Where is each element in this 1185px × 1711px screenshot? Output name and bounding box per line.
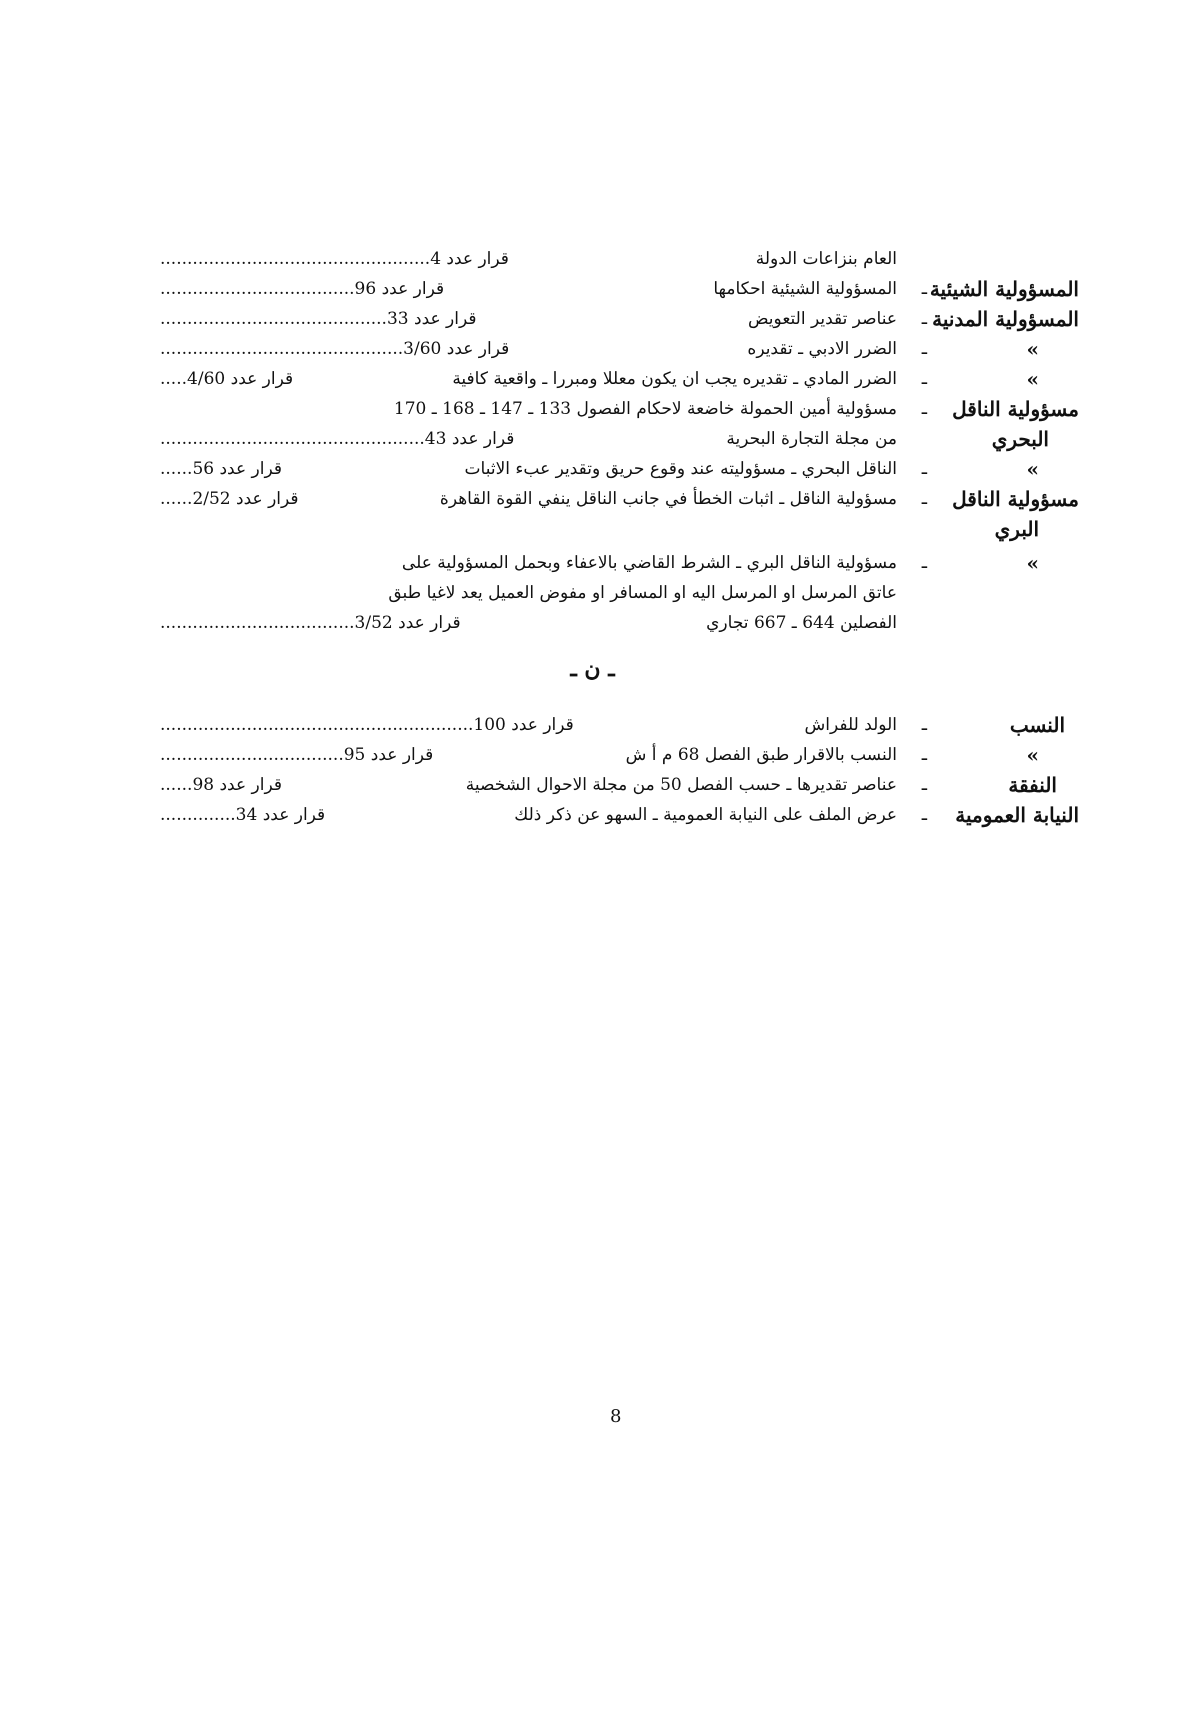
decision-reference: قرار عدد 33.......................................... xyxy=(160,309,477,329)
decision-reference: قرار عدد 96.................................... xyxy=(160,279,445,299)
index-row xyxy=(0,800,1185,830)
index-description: عناصر تقدير التعويض xyxy=(747,309,897,329)
decision-reference: قرار عدد 100.......................................................... xyxy=(160,715,574,735)
index-description: مسؤولية الناقل البري ـ الشرط القاضي بالاعفاء وبحمل المسؤولية على xyxy=(401,553,897,573)
decision-reference: قرار عدد 2/52...... xyxy=(160,489,299,509)
index-description: الضرر المادي ـ تقديره يجب ان يكون معللا ومبررا ـ واقعية كافية xyxy=(452,369,897,389)
index-dash: ـ xyxy=(921,368,927,389)
index-row xyxy=(0,304,1185,334)
index-heading: النفقة xyxy=(1008,773,1057,797)
decision-reference: قرار عدد 56...... xyxy=(160,459,282,479)
index-dash: ـ xyxy=(921,774,927,795)
index-heading: المسؤولية المدنية xyxy=(932,307,1079,331)
decision-reference: قرار عدد 34.............. xyxy=(160,805,326,825)
decision-reference: قرار عدد 95.................................. xyxy=(160,745,434,765)
index-description: العام بنزاعات الدولة xyxy=(755,249,897,269)
index-row xyxy=(0,578,1185,608)
index-heading-ditto: » xyxy=(1026,367,1039,391)
index-heading-ditto: » xyxy=(1026,743,1039,767)
decision-reference: قرار عدد 3/52.................................... xyxy=(160,613,461,633)
index-row xyxy=(0,244,1185,274)
index-dash: ـ xyxy=(921,458,927,479)
index-heading: المسؤولية الشيئية xyxy=(929,277,1079,301)
index-description: الناقل البحري ـ مسؤوليته عند وقوع حريق وتقدير عبء الاثبات xyxy=(464,459,897,479)
index-description: عاتق المرسل او المرسل اليه او المسافر او مفوض العميل يعد لاغيا طبق xyxy=(388,583,897,603)
index-description: الضرر الادبي ـ تقديره xyxy=(747,339,897,359)
index-heading: مسؤولية الناقل xyxy=(952,487,1079,511)
index-dash: ـ xyxy=(921,278,927,299)
index-row xyxy=(0,424,1185,454)
index-heading-ditto: » xyxy=(1026,337,1039,361)
decision-reference: قرار عدد 3/60............................................. xyxy=(160,339,510,359)
index-heading-ditto: » xyxy=(1026,551,1039,575)
index-description: من مجلة التجارة البحرية xyxy=(726,429,897,449)
index-description: الفصلين 644 ـ 667 تجاري xyxy=(706,613,897,633)
index-description: النسب بالاقرار طبق الفصل 68 م أ ش xyxy=(625,745,897,765)
index-description: مسؤولية أمين الحمولة خاضعة لاحكام الفصول 133 ـ 147 ـ 168 ـ 170 xyxy=(393,399,897,419)
index-dash: ـ xyxy=(921,488,927,509)
index-dash: ـ xyxy=(921,804,927,825)
index-row xyxy=(0,514,1185,544)
index-row xyxy=(0,740,1185,770)
decision-reference: قرار عدد 43................................................. xyxy=(160,429,515,449)
page-number: 8 xyxy=(610,1406,622,1427)
decision-reference: قرار عدد 98...... xyxy=(160,775,282,795)
index-description: الولد للفراش xyxy=(804,715,897,735)
index-row xyxy=(0,454,1185,484)
index-dash: ـ xyxy=(921,398,927,419)
index-row xyxy=(0,484,1185,514)
index-heading: النسب xyxy=(1009,713,1065,737)
index-description: عرض الملف على النيابة العمومية ـ السهو عن ذكر ذلك xyxy=(514,805,897,825)
index-dash: ـ xyxy=(921,308,927,329)
index-row xyxy=(0,710,1185,740)
index-heading: مسؤولية الناقل xyxy=(952,397,1079,421)
index-row xyxy=(0,608,1185,638)
index-row xyxy=(0,770,1185,800)
index-heading: النيابة العمومية xyxy=(955,803,1079,827)
index-description: المسؤولية الشيئية احكامها xyxy=(713,279,897,299)
decision-reference: قرار عدد 4.................................................. xyxy=(160,249,509,269)
section-letter-heading: ـ ن ـ xyxy=(570,656,615,682)
index-description: عناصر تقديرها ـ حسب الفصل 50 من مجلة الاحوال الشخصية xyxy=(465,775,897,795)
index-row xyxy=(0,334,1185,364)
index-dash: ـ xyxy=(921,744,927,765)
index-row xyxy=(0,364,1185,394)
index-heading: البري xyxy=(994,517,1039,541)
decision-reference: قرار عدد 4/60..... xyxy=(160,369,294,389)
index-row xyxy=(0,274,1185,304)
index-dash: ـ xyxy=(921,338,927,359)
index-heading: البحري xyxy=(991,427,1049,451)
index-dash: ـ xyxy=(921,552,927,573)
index-description: مسؤولية الناقل ـ اثبات الخطأ في جانب الناقل ينفي القوة القاهرة xyxy=(439,489,897,509)
index-dash: ـ xyxy=(921,714,927,735)
index-row xyxy=(0,394,1185,424)
index-heading-ditto: » xyxy=(1026,457,1039,481)
index-row xyxy=(0,548,1185,578)
